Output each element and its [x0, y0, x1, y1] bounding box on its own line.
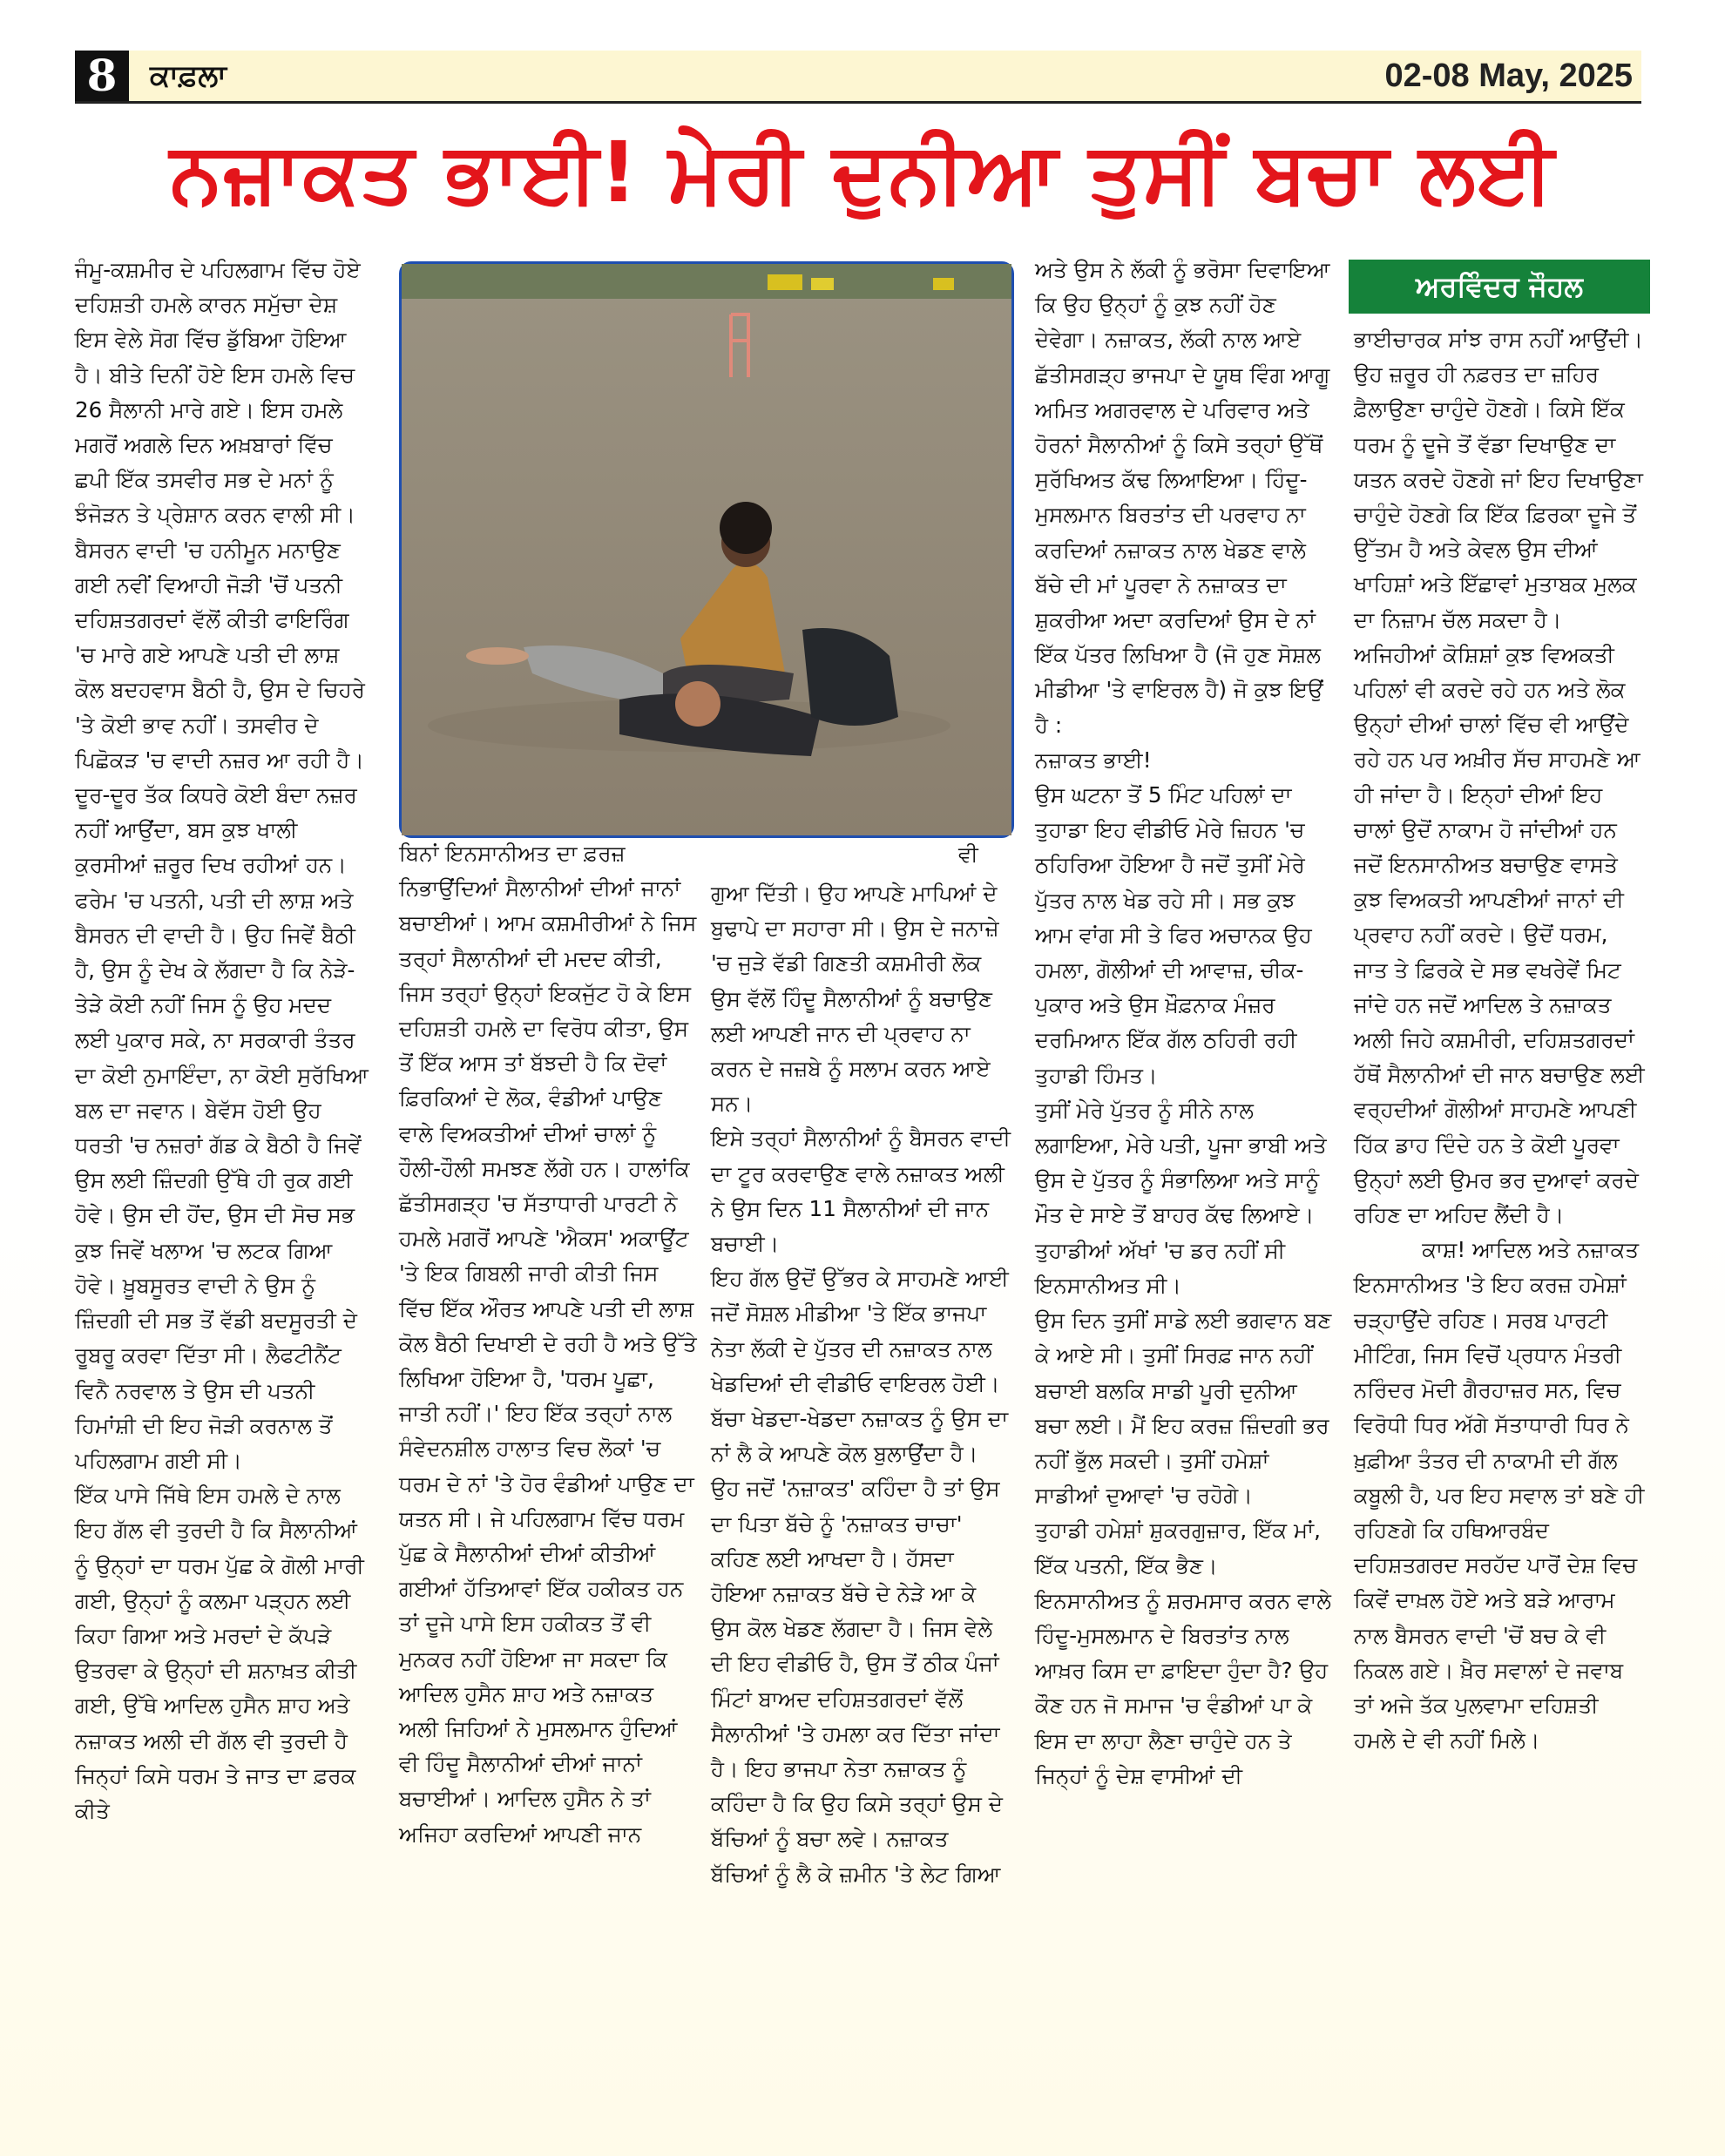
- article-column-2: ਬਿਨਾਂ ਇਨਸਾਨੀਅਤ ਦਾ ਫ਼ਰਜ਼ ਨਿਭਾਉਂਦਿਆਂ ਸੈਲਾਨੀਆਂ ਦੀਆਂ ਜਾਨਾਂ ਬਚਾਈਆਂ। ਆਮ ਕਸ਼ਮੀਰੀਆਂ ਨੇ ਜਿਸ ਤਰ੍ਹਾਂ ਸੈਲਾਨੀਆਂ ਦੀ ਮਦਦ ਕੀਤੀ, ਜਿਸ ਤਰ੍ਹਾਂ ਉਨ੍ਹਾਂ ਇਕਜੁੱਟ ਹੋ ਕੇ ਇਸ ਦਹਿਸ਼ਤੀ ਹਮਲੇ ਦਾ ਵਿਰੋਧ ਕੀਤਾ, ਉਸ ਤੋਂ ਇੱਕ ਆਸ ਤਾਂ ਬੱਝਦੀ ਹੈ ਕਿ ਦੋਵਾਂ ਫ਼ਿਰਕਿਆਂ ਦੇ ਲੋਕ, ਵੰਡੀਆਂ ਪਾਉਣ ਵਾਲੇ ਵਿਅਕਤੀਆਂ ਦੀਆਂ ਚਾਲਾਂ ਨੂੰ ਹੌਲੀ-ਹੌਲੀ ਸਮਝਣ ਲੱਗੇ ਹਨ। ਹਾਲਾਂਕਿ ਛੱਤੀਸਗੜ੍ਹ 'ਚ ਸੱਤਾਧਾਰੀ ਪਾਰਟੀ ਨੇ ਹਮਲੇ ਮਗਰੋਂ ਆਪਣੇ 'ਐਕਸ' ਅਕਾਊਂਟ 'ਤੇ ਇਕ ਗਿਬਲੀ ਜਾਰੀ ਕੀਤੀ ਜਿਸ ਵਿੱਚ ਇੱਕ ਔਰਤ ਆਪਣੇ ਪਤੀ ਦੀ ਲਾਸ਼ ਕੋਲ ਬੈਠੀ ਦਿਖਾਈ ਦੇ ਰਹੀ ਹੈ ਅਤੇ ਉੱਤੇ ਲਿਖਿਆ ਹੋਇਆ ਹੈ, 'ਧਰਮ ਪੂਛਾ, ਜਾਤੀ ਨਹੀਂ।' ਇਹ ਇੱਕ ਤਰ੍ਹਾਂ ਨਾਲ ਸੰਵੇਦਨਸ਼ੀਲ ਹਾਲਾਤ ਵਿਚ ਲੋਕਾਂ 'ਚ ਧਰਮ ਦੇ ਨਾਂ 'ਤੇ ਹੋਰ ਵੰਡੀਆਂ ਪਾਉਣ ਦਾ ਯਤਨ ਸੀ। ਜੇ ਪਹਿਲਗਾਮ ਵਿੱਚ ਧਰਮ ਪੁੱਛ ਕੇ ਸੈਲਾਨੀਆਂ ਦੀਆਂ ਕੀਤੀਆਂ ਗਈਆਂ ਹੱਤਿਆਵਾਂ ਇੱਕ ਹਕੀਕਤ ਹਨ ਤਾਂ ਦੂਜੇ ਪਾਸੇ ਇਸ ਹਕੀਕਤ ਤੋਂ ਵੀ ਮੁਨਕਰ ਨਹੀਂ ਹੋਇਆ ਜਾ ਸਕਦਾ ਕਿ ਆਦਿਲ ਹੁਸੈਨ ਸ਼ਾਹ ਅਤੇ ਨਜ਼ਾਕਤ ਅਲੀ ਜਿਹਿਆਂ ਨੇ ਮੁਸਲਮਾਨ ਹੁੰਦਿਆਂ ਵੀ ਹਿੰਦੂ ਸੈਲਾਨੀਆਂ ਦੀਆਂ ਜਾਨਾਂ ਬਚਾਈਆਂ। ਆਦਿਲ ਹੁਸੈਨ ਨੇ ਤਾਂ ਅਜਿਹਾ ਕਰਦਿਆਂ ਆਪਣੀ ਜਾਨ: [399, 841, 704, 1847]
- photo-illustration: [402, 264, 1011, 835]
- headline: ਨਜ਼ਾਕਤ ਭਾਈ! ਮੇਰੀ ਦੁਨੀਆ ਤੁਸੀਂ ਬਚਾ ਲਈ: [170, 124, 1555, 221]
- issue-date: 02-08 May, 2025: [1384, 57, 1633, 94]
- article-column-5: ਭਾਈਚਾਰਕ ਸਾਂਝ ਰਾਸ ਨਹੀਂ ਆਉਂਦੀ। ਉਹ ਜ਼ਰੂਰ ਹੀ ਨਫ਼ਰਤ ਦਾ ਜ਼ਹਿਰ ਫ਼ੈਲਾਉਣਾ ਚਾਹੁੰਦੇ ਹੋਣਗੇ। ਕਿਸੇ ਇੱਕ ਧਰਮ ਨੂੰ ਦੂਜੇ ਤੋਂ ਵੱਡਾ ਦਿਖਾਉਣ ਦਾ ਯਤਨ ਕਰਦੇ ਹੋਣਗੇ ਜਾਂ ਇਹ ਦਿਖਾਉਣਾ ਚਾਹੁੰਦੇ ਹੋਣਗੇ ਕਿ ਇੱਕ ਫ਼ਿਰਕਾ ਦੂਜੇ ਤੋਂ ਉੱਤਮ ਹੈ ਅਤੇ ਕੇਵਲ ਉਸ ਦੀਆਂ ਖਾਹਿਸ਼ਾਂ ਅਤੇ ਇੱਛਾਵਾਂ ਮੁਤਾਬਕ ਮੁਲਕ ਦਾ ਨਿਜ਼ਾਮ ਚੱਲ ਸਕਦਾ ਹੈ। ਅਜਿਹੀਆਂ ਕੋਸ਼ਿਸ਼ਾਂ ਕੁਝ ਵਿਅਕਤੀ ਪਹਿਲਾਂ ਵੀ ਕਰਦੇ ਰਹੇ ਹਨ ਅਤੇ ਲੋਕ ਉਨ੍ਹਾਂ ਦੀਆਂ ਚਾਲਾਂ ਵਿੱਚ ਵੀ ਆਉਂਦੇ ਰਹੇ ਹਨ ਪਰ ਅਖ਼ੀਰ ਸੱਚ ਸਾਹਮਣੇ ਆ ਹੀ ਜਾਂਦਾ ਹੈ। ਇਨ੍ਹਾਂ ਦੀਆਂ ਇਹ ਚਾਲਾਂ ਉਦੋਂ ਨਾਕਾਮ ਹੋ ਜਾਂਦੀਆਂ ਹਨ ਜਦੋਂ ਇਨਸਾਨੀਅਤ ਬਚਾਉਣ ਵਾਸਤੇ ਕੁਝ ਵਿਅਕਤੀ ਆਪਣੀਆਂ ਜਾਨਾਂ ਦੀ ਪ੍ਰਵਾਹ ਨਹੀਂ ਕਰਦੇ। ਉਦੋਂ ਧਰਮ, ਜਾਤ ਤੇ ਫ਼ਿਰਕੇ ਦੇ ਸਭ ਵਖਰੇਵੇਂ ਮਿਟ ਜਾਂਦੇ ਹਨ ਜਦੋਂ ਆਦਿਲ ਤੇ ਨਜ਼ਾਕਤ ਅਲੀ ਜਿਹੇ ਕਸ਼ਮੀਰੀ, ਦਹਿਸ਼ਤਗਰਦਾਂ ਹੱਥੋਂ ਸੈਲਾਨੀਆਂ ਦੀ ਜਾਨ ਬਚਾਉਣ ਲਈ ਵਰ੍ਹਦੀਆਂ ਗੋਲੀਆਂ ਸਾਹਮਣੇ ਆਪਣੀ ਹਿੱਕ ਡਾਹ ਦਿੰਦੇ ਹਨ ਤੇ ਕੋਈ ਪੂਰਵਾ ਉਨ੍ਹਾਂ ਲਈ ਉਮਰ ਭਰ ਦੁਆਵਾਂ ਕਰਦੇ ਰਹਿਣ ਦਾ ਅਹਿਦ ਲੈਂਦੀ ਹੈ। ਕਾਸ਼! ਆਦਿਲ ਅਤੇ ਨਜ਼ਾਕਤ ਇਨਸਾਨੀਅਤ 'ਤੇ ਇਹ ਕਰਜ਼ ਹਮੇਸ਼ਾਂ ਚੜ੍ਹਾਉਂਦੇ ਰਹਿਣ। ਸਰਬ ਪਾਰਟੀ ਮੀਟਿੰਗ, ਜਿਸ ਵਿਚੋਂ ਪ੍ਰਧਾਨ ਮੰਤਰੀ ਨਰਿੰਦਰ ਮੋਦੀ ਗੈਰਹਾਜ਼ਰ ਸਨ, ਵਿਚ ਵਿਰੋਧੀ ਧਿਰ ਅੱਗੇ ਸੱਤਾਧਾਰੀ ਧਿਰ ਨੇ ਖ਼ੁਫ਼ੀਆ ਤੰਤਰ ਦੀ ਨਾਕਾਮੀ ਦੀ ਗੱਲ ਕਬੂਲੀ ਹੈ, ਪਰ ਇਹ ਸਵਾਲ ਤਾਂ ਬਣੇ ਹੀ ਰਹਿਣਗੇ ਕਿ ਹਥਿਆਰਬੰਦ ਦਹਿਸ਼ਤਗਰਦ ਸਰਹੱਦ ਪਾਰੋਂ ਦੇਸ਼ ਵਿਚ ਕਿਵੇਂ ਦਾਖ਼ਲ ਹੋਏ ਅਤੇ ਬੜੇ ਆਰਾਮ ਨਾਲ ਬੈਸਰਨ ਵਾਦੀ 'ਚੋਂ ਬਚ ਕੇ ਵੀ ਨਿਕਲ ਗਏ। ਖ਼ੈਰ ਸਵਾਲਾਂ ਦੇ ਜਵਾਬ ਤਾਂ ਅਜੇ ਤੱਕ ਪੁਲਵਾਮਾ ਦਹਿਸ਼ਤੀ ਹਮਲੇ ਦੇ ਵੀ ਨਹੀਂ ਮਿਲੇ।: [1354, 327, 1645, 1754]
- news-photo: [399, 261, 1014, 838]
- page-number: 8: [75, 51, 129, 101]
- newspaper-name: ਕਾਫ਼ਲਾ: [150, 58, 227, 93]
- article-column-4: ਅਤੇ ਉਸ ਨੇ ਲੱਕੀ ਨੂੰ ਭਰੋਸਾ ਦਿਵਾਇਆ ਕਿ ਉਹ ਉਨ੍ਹਾਂ ਨੂੰ ਕੁਝ ਨਹੀਂ ਹੋਣ ਦੇਵੇਗਾ। ਨਜ਼ਾਕਤ, ਲੱਕੀ ਨਾਲ ਆਏ ਛੱਤੀਸਗੜ੍ਹ ਭਾਜਪਾ ਦੇ ਯੂਥ ਵਿੰਗ ਆਗੂ ਅਮਿਤ ਅਗਰਵਾਲ ਦੇ ਪਰਿਵਾਰ ਅਤੇ ਹੋਰਨਾਂ ਸੈਲਾਨੀਆਂ ਨੂੰ ਕਿਸੇ ਤਰ੍ਹਾਂ ਉੱਥੋਂ ਸੁਰੱਖਿਅਤ ਕੱਢ ਲਿਆਇਆ। ਹਿੰਦੂ-ਮੁਸਲਮਾਨ ਬਿਰਤਾਂਤ ਦੀ ਪਰਵਾਹ ਨਾ ਕਰਦਿਆਂ ਨਜ਼ਾਕਤ ਨਾਲ ਖੇਡਣ ਵਾਲੇ ਬੱਚੇ ਦੀ ਮਾਂ ਪੂਰਵਾ ਨੇ ਨਜ਼ਾਕਤ ਦਾ ਸ਼ੁਕਰੀਆ ਅਦਾ ਕਰਦਿਆਂ ਉਸ ਦੇ ਨਾਂ ਇੱਕ ਪੱਤਰ ਲਿਖਿਆ ਹੈ (ਜੋ ਹੁਣ ਸੋਸ਼ਲ ਮੀਡੀਆ 'ਤੇ ਵਾਇਰਲ ਹੈ) ਜੋ ਕੁਝ ਇਉਂ ਹੈ : ਨਜ਼ਾਕਤ ਭਾਈ! ਉਸ ਘਟਨਾ ਤੋਂ 5 ਮਿੰਟ ਪਹਿਲਾਂ ਦਾ ਤੁਹਾਡਾ ਇਹ ਵੀਡੀਓ ਮੇਰੇ ਜ਼ਿਹਨ 'ਚ ਠਹਿਰਿਆ ਹੋਇਆ ਹੈ ਜਦੋਂ ਤੁਸੀਂ ਮੇਰੇ ਪੁੱਤਰ ਨਾਲ ਖੇਡ ਰਹੇ ਸੀ। ਸਭ ਕੁਝ ਆਮ ਵਾਂਗ ਸੀ ਤੇ ਫਿਰ ਅਚਾਨਕ ਉਹ ਹਮਲਾ, ਗੋਲੀਆਂ ਦੀ ਆਵਾਜ਼, ਚੀਕ-ਪੁਕਾਰ ਅਤੇ ਉਸ ਖ਼ੌਫ਼ਨਾਕ ਮੰਜ਼ਰ ਦਰਮਿਆਨ ਇੱਕ ਗੱਲ ਠਹਿਰੀ ਰਹੀ ਤੁਹਾਡੀ ਹਿੰਮਤ। ਤੁਸੀਂ ਮੇਰੇ ਪੁੱਤਰ ਨੂੰ ਸੀਨੇ ਨਾਲ ਲਗਾਇਆ, ਮੇਰੇ ਪਤੀ, ਪੂਜਾ ਭਾਬੀ ਅਤੇ ਉਸ ਦੇ ਪੁੱਤਰ ਨੂੰ ਸੰਭਾਲਿਆ ਅਤੇ ਸਾਨੂੰ ਮੌਤ ਦੇ ਸਾਏ ਤੋਂ ਬਾਹਰ ਕੱਢ ਲਿਆਏ। ਤੁਹਾਡੀਆਂ ਅੱਖਾਂ 'ਚ ਡਰ ਨਹੀਂ ਸੀ ਇਨਸਾਨੀਅਤ ਸੀ। ਉਸ ਦਿਨ ਤੁਸੀਂ ਸਾਡੇ ਲਈ ਭਗਵਾਨ ਬਣ ਕੇ ਆਏ ਸੀ। ਤੁਸੀਂ ਸਿਰਫ਼ ਜਾਨ ਨਹੀਂ ਬਚਾਈ ਬਲਕਿ ਸਾਡੀ ਪੂਰੀ ਦੁਨੀਆ ਬਚਾ ਲਈ। ਮੈਂ ਇਹ ਕਰਜ਼ ਜ਼ਿੰਦਗੀ ਭਰ ਨਹੀਂ ਭੁੱਲ ਸਕਦੀ। ਤੁਸੀਂ ਹਮੇਸ਼ਾਂ ਸਾਡੀਆਂ ਦੁਆਵਾਂ 'ਚ ਰਹੋਗੇ। ਤੁਹਾਡੀ ਹਮੇਸ਼ਾਂ ਸ਼ੁਕਰਗੁਜ਼ਾਰ, ਇੱਕ ਮਾਂ, ਇੱਕ ਪਤਨੀ, ਇੱਕ ਭੈਣ। ਇਨਸਾਨੀਅਤ ਨੂੰ ਸ਼ਰਮਸਾਰ ਕਰਨ ਵਾਲੇ ਹਿੰਦੂ-ਮੁਸਲਮਾਨ ਦੇ ਬਿਰਤਾਂਤ ਨਾਲ ਆਖ਼ਰ ਕਿਸ ਦਾ ਫ਼ਾਇਦਾ ਹੁੰਦਾ ਹੈ? ਉਹ ਕੌਣ ਹਨ ਜੋ ਸਮਾਜ 'ਚ ਵੰਡੀਆਂ ਪਾ ਕੇ ਇਸ ਦਾ ਲਾਹਾ ਲੈਣਾ ਚਾਹੁੰਦੇ ਹਨ ਤੇ ਜਿਨ੍ਹਾਂ ਨੂੰ ਦੇਸ਼ ਵਾਸੀਆਂ ਦੀ: [1035, 257, 1332, 1788]
- page-header: [75, 51, 1641, 104]
- article-column-3: ਗੁਆ ਦਿੱਤੀ। ਉਹ ਆਪਣੇ ਮਾਪਿਆਂ ਦੇ ਬੁਢਾਪੇ ਦਾ ਸਹਾਰਾ ਸੀ। ਉਸ ਦੇ ਜਨਾਜ਼ੇ 'ਚ ਜੁੜੇ ਵੱਡੀ ਗਿਣਤੀ ਕਸ਼ਮੀਰੀ ਲੋਕ ਉਸ ਵੱਲੋਂ ਹਿੰਦੂ ਸੈਲਾਨੀਆਂ ਨੂੰ ਬਚਾਉਣ ਲਈ ਆਪਣੀ ਜਾਨ ਦੀ ਪ੍ਰਵਾਹ ਨਾ ਕਰਨ ਦੇ ਜਜ਼ਬੇ ਨੂੰ ਸਲਾਮ ਕਰਨ ਆਏ ਸਨ। ਇਸੇ ਤਰ੍ਹਾਂ ਸੈਲਾਨੀਆਂ ਨੂੰ ਬੈਸਰਨ ਵਾਦੀ ਦਾ ਟੂਰ ਕਰਵਾਉਣ ਵਾਲੇ ਨਜ਼ਾਕਤ ਅਲੀ ਨੇ ਉਸ ਦਿਨ 11 ਸੈਲਾਨੀਆਂ ਦੀ ਜਾਨ ਬਚਾਈ। ਇਹ ਗੱਲ ਉਦੋਂ ਉੱਭਰ ਕੇ ਸਾਹਮਣੇ ਆਈ ਜਦੋਂ ਸੋਸ਼ਲ ਮੀਡੀਆ 'ਤੇ ਇੱਕ ਭਾਜਪਾ ਨੇਤਾ ਲੱਕੀ ਦੇ ਪੁੱਤਰ ਦੀ ਨਜ਼ਾਕਤ ਨਾਲ ਖੇਡਦਿਆਂ ਦੀ ਵੀਡੀਓ ਵਾਇਰਲ ਹੋਈ। ਬੱਚਾ ਖੇਡਦਾ-ਖੇਡਦਾ ਨਜ਼ਾਕਤ ਨੂੰ ਉਸ ਦਾ ਨਾਂ ਲੈ ਕੇ ਆਪਣੇ ਕੋਲ ਬੁਲਾਉਂਦਾ ਹੈ। ਉਹ ਜਦੋਂ 'ਨਜ਼ਾਕਤ' ਕਹਿੰਦਾ ਹੈ ਤਾਂ ਉਸ ਦਾ ਪਿਤਾ ਬੱਚੇ ਨੂੰ 'ਨਜ਼ਾਕਤ ਚਾਚਾ' ਕਹਿਣ ਲਈ ਆਖਦਾ ਹੈ। ਹੱਸਦਾ ਹੋਇਆ ਨਜ਼ਾਕਤ ਬੱਚੇ ਦੇ ਨੇੜੇ ਆ ਕੇ ਉਸ ਕੋਲ ਖੇਡਣ ਲੱਗਦਾ ਹੈ। ਜਿਸ ਵੇਲੇ ਦੀ ਇਹ ਵੀਡੀਓ ਹੈ, ਉਸ ਤੋਂ ਠੀਕ ਪੰਜਾਂ ਮਿੰਟਾਂ ਬਾਅਦ ਦਹਿਸ਼ਤਗਰਦਾਂ ਵੱਲੋਂ ਸੈਲਾਨੀਆਂ 'ਤੇ ਹਮਲਾ ਕਰ ਦਿੱਤਾ ਜਾਂਦਾ ਹੈ। ਇਹ ਭਾਜਪਾ ਨੇਤਾ ਨਜ਼ਾਕਤ ਨੂੰ ਕਹਿੰਦਾ ਹੈ ਕਿ ਉਹ ਕਿਸੇ ਤਰ੍ਹਾਂ ਉਸ ਦੇ ਬੱਚਿਆਂ ਨੂੰ ਬਚਾ ਲਵੇ। ਨਜ਼ਾਕਤ ਬੱਚਿਆਂ ਨੂੰ ਲੈ ਕੇ ਜ਼ਮੀਨ 'ਤੇ ਲੇਟ ਗਿਆ: [711, 881, 1011, 1887]
- article-column-1: ਜੰਮੂ-ਕਸ਼ਮੀਰ ਦੇ ਪਹਿਲਗਾਮ ਵਿੱਚ ਹੋਏ ਦਹਿਸ਼ਤੀ ਹਮਲੇ ਕਾਰਨ ਸਮੁੱਚਾ ਦੇਸ਼ ਇਸ ਵੇਲੇ ਸੋਗ ਵਿੱਚ ਡੁੱਬਿਆ ਹੋਇਆ ਹੈ। ਬੀਤੇ ਦਿਨੀਂ ਹੋਏ ਇਸ ਹਮਲੇ ਵਿਚ 26 ਸੈਲਾਨੀ ਮਾਰੇ ਗਏ। ਇਸ ਹਮਲੇ ਮਗਰੋਂ ਅਗਲੇ ਦਿਨ ਅਖ਼ਬਾਰਾਂ ਵਿੱਚ ਛਪੀ ਇੱਕ ਤਸਵੀਰ ਸਭ ਦੇ ਮਨਾਂ ਨੂੰ ਝੰਜੋੜਨ ਤੇ ਪ੍ਰੇਸ਼ਾਨ ਕਰਨ ਵਾਲੀ ਸੀ। ਬੈਸਰਨ ਵਾਦੀ 'ਚ ਹਨੀਮੂਨ ਮਨਾਉਣ ਗਈ ਨਵੀਂ ਵਿਆਹੀ ਜੋੜੀ 'ਚੋਂ ਪਤਨੀ ਦਹਿਸ਼ਤਗਰਦਾਂ ਵੱਲੋਂ ਕੀਤੀ ਫਾਇਰਿੰਗ 'ਚ ਮਾਰੇ ਗਏ ਆਪਣੇ ਪਤੀ ਦੀ ਲਾਸ਼ ਕੋਲ ਬਦਹਵਾਸ ਬੈਠੀ ਹੈ, ਉਸ ਦੇ ਚਿਹਰੇ 'ਤੇ ਕੋਈ ਭਾਵ ਨਹੀਂ। ਤਸਵੀਰ ਦੇ ਪਿਛੋਕੜ 'ਚ ਵਾਦੀ ਨਜ਼ਰ ਆ ਰਹੀ ਹੈ। ਦੂਰ-ਦੂਰ ਤੱਕ ਕਿਧਰੇ ਕੋਈ ਬੰਦਾ ਨਜ਼ਰ ਨਹੀਂ ਆਉਂਦਾ, ਬਸ ਕੁਝ ਖਾਲੀ ਕੁਰਸੀਆਂ ਜ਼ਰੂਰ ਦਿਖ ਰਹੀਆਂ ਹਨ। ਫਰੇਮ 'ਚ ਪਤਨੀ, ਪਤੀ ਦੀ ਲਾਸ਼ ਅਤੇ ਬੈਸਰਨ ਦੀ ਵਾਦੀ ਹੈ। ਉਹ ਜਿਵੇਂ ਬੈਠੀ ਹੈ, ਉਸ ਨੂੰ ਦੇਖ ਕੇ ਲੱਗਦਾ ਹੈ ਕਿ ਨੇੜੇ-ਤੇੜੇ ਕੋਈ ਨਹੀਂ ਜਿਸ ਨੂੰ ਉਹ ਮਦਦ ਲਈ ਪੁਕਾਰ ਸਕੇ, ਨਾ ਸਰਕਾਰੀ ਤੰਤਰ ਦਾ ਕੋਈ ਨੁਮਾਇੰਦਾ, ਨਾ ਕੋਈ ਸੁਰੱਖਿਆ ਬਲ ਦਾ ਜਵਾਨ। ਬੇਵੱਸ ਹੋਈ ਉਹ ਧਰਤੀ 'ਚ ਨਜ਼ਰਾਂ ਗੱਡ ਕੇ ਬੈਠੀ ਹੈ ਜਿਵੇਂ ਉਸ ਲਈ ਜ਼ਿੰਦਗੀ ਉੱਥੇ ਹੀ ਰੁਕ ਗਈ ਹੋਵੇ। ਉਸ ਦੀ ਹੋਂਦ, ਉਸ ਦੀ ਸੋਚ ਸਭ ਕੁਝ ਜਿਵੇਂ ਖਲਾਅ 'ਚ ਲਟਕ ਗਿਆ ਹੋਵੇ। ਖ਼ੂਬਸੂਰਤ ਵਾਦੀ ਨੇ ਉਸ ਨੂੰ ਜ਼ਿੰਦਗੀ ਦੀ ਸਭ ਤੋਂ ਵੱਡੀ ਬਦਸੂਰਤੀ ਦੇ ਰੂਬਰੂ ਕਰਵਾ ਦਿੱਤਾ ਸੀ। ਲੈਫਟੀਨੈਂਟ ਵਿਨੈ ਨਰਵਾਲ ਤੇ ਉਸ ਦੀ ਪਤਨੀ ਹਿਮਾਂਸ਼ੀ ਦੀ ਇਹ ਜੋੜੀ ਕਰਨਾਲ ਤੋਂ ਪਹਿਲਗਾਮ ਗਈ ਸੀ। ਇੱਕ ਪਾਸੇ ਜਿੱਥੇ ਇਸ ਹਮਲੇ ਦੇ ਨਾਲ ਇਹ ਗੱਲ ਵੀ ਤੁਰਦੀ ਹੈ ਕਿ ਸੈਲਾਨੀਆਂ ਨੂੰ ਉਨ੍ਹਾਂ ਦਾ ਧਰਮ ਪੁੱਛ ਕੇ ਗੋਲੀ ਮਾਰੀ ਗਈ, ਉਨ੍ਹਾਂ ਨੂੰ ਕਲਮਾ ਪੜ੍ਹਨ ਲਈ ਕਿਹਾ ਗਿਆ ਅਤੇ ਮਰਦਾਂ ਦੇ ਕੱਪੜੇ ਉਤਰਵਾ ਕੇ ਉਨ੍ਹਾਂ ਦੀ ਸ਼ਨਾਖ਼ਤ ਕੀਤੀ ਗਈ, ਉੱਥੇ ਆਦਿਲ ਹੁਸੈਨ ਸ਼ਾਹ ਅਤੇ ਨਜ਼ਾਕਤ ਅਲੀ ਦੀ ਗੱਲ ਵੀ ਤੁਰਦੀ ਹੈ ਜਿਨ੍ਹਾਂ ਕਿਸੇ ਧਰਮ ਤੇ ਜਾਤ ਦਾ ਫ਼ਰਕ ਕੀਤੇ: [75, 257, 369, 1823]
- author-byline: ਅਰਵਿੰਦਰ ਜੌਹਲ: [1349, 260, 1650, 314]
- column-3-lead-word: ਵੀ: [958, 841, 978, 867]
